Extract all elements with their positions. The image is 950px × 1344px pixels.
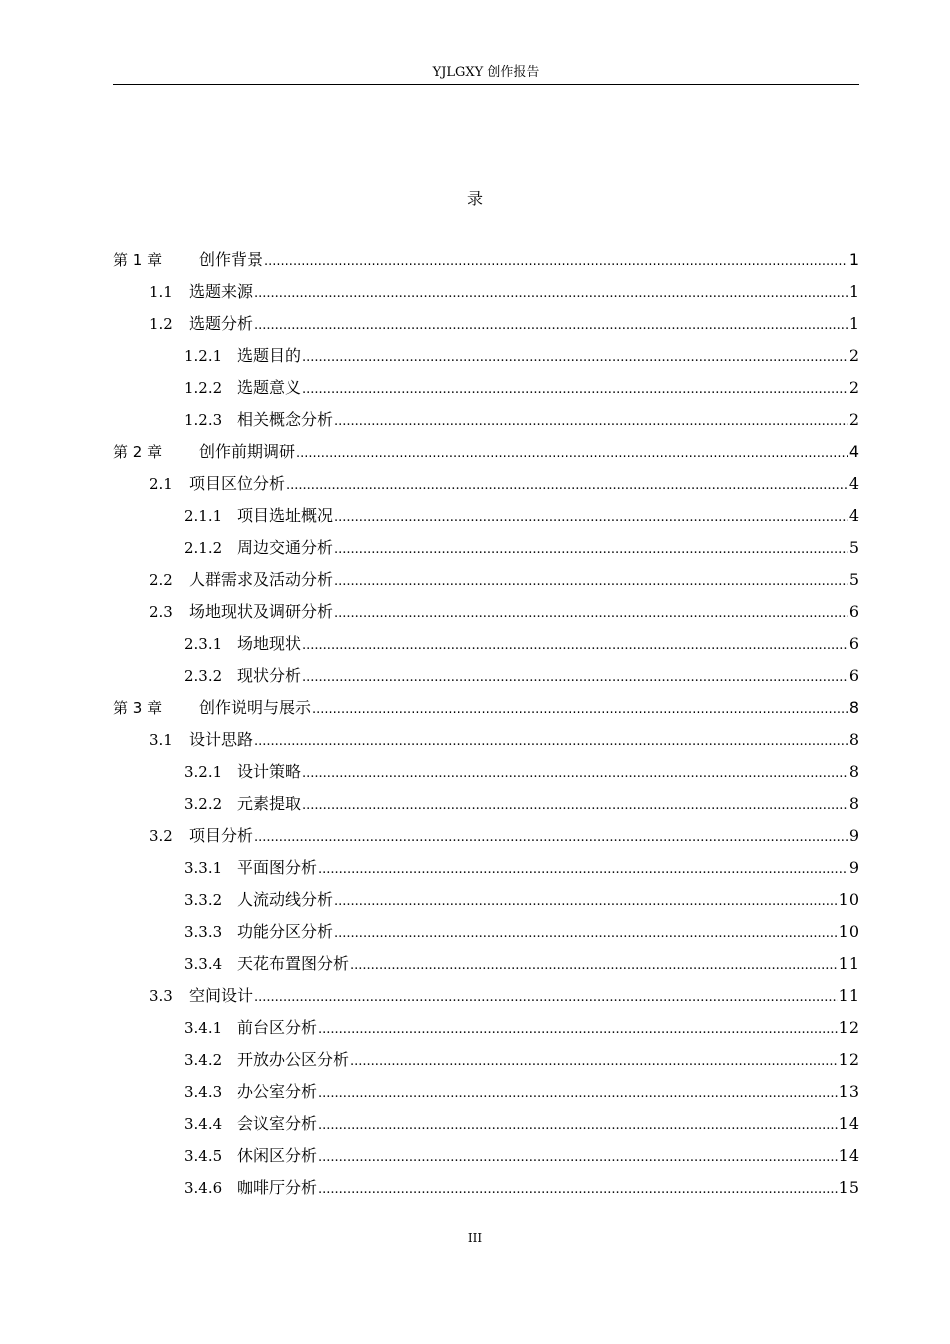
toc-entry-page: 8	[848, 730, 859, 749]
toc-entry-title: 选题意义	[237, 378, 302, 397]
toc-entry-title: 人流动线分析	[237, 890, 334, 909]
toc-entry-title: 人群需求及活动分析	[189, 570, 334, 589]
toc-entry-number: 2.3	[149, 603, 173, 621]
toc-entry[interactable]	[113, 436, 859, 468]
toc-entry-number: 3.4.1	[184, 1019, 223, 1037]
toc-entry-page: 6	[848, 634, 859, 653]
toc-entry[interactable]	[113, 660, 859, 692]
toc-entry-number: 3.4.3	[184, 1083, 223, 1101]
toc-entry-number: 3.2.1	[184, 763, 223, 781]
toc-entry-page: 2	[848, 378, 859, 397]
toc-entry-title: 项目选址概况	[237, 506, 334, 525]
toc-entry-title: 前台区分析	[237, 1018, 318, 1037]
toc-entry[interactable]	[113, 948, 859, 980]
toc-entry-number: 3.3.3	[184, 923, 223, 941]
toc-entry-title: 选题目的	[237, 346, 302, 365]
page-number: III	[467, 1231, 483, 1245]
toc-entry-page: 11	[838, 954, 859, 973]
toc-entry-page: 2	[848, 346, 859, 365]
toc-entry[interactable]	[113, 1108, 859, 1140]
toc-entry-number: 第 1 章	[113, 251, 163, 269]
toc-entry-page: 8	[848, 794, 859, 813]
toc-dot-leader	[254, 980, 838, 1014]
toc-entry[interactable]	[113, 980, 859, 1012]
toc-entry-page: 15	[838, 1178, 859, 1197]
toc-entry-number: 1.2.1	[184, 347, 223, 365]
toc-entry-title: 场地现状	[237, 634, 302, 653]
toc-entry-title: 创作前期调研	[199, 442, 296, 461]
toc-dot-leader	[334, 404, 848, 438]
toc-entry[interactable]	[113, 276, 859, 308]
toc-entry-title: 创作背景	[199, 250, 264, 269]
toc-entry-number: 3.4.4	[184, 1115, 223, 1133]
toc-entry-page: 4	[848, 506, 859, 525]
toc-entry-title: 相关概念分析	[237, 410, 334, 429]
toc-entry-title: 元素提取	[237, 794, 302, 813]
toc-entry-page: 10	[838, 890, 859, 909]
toc-entry-number: 2.1.2	[184, 539, 223, 557]
toc-dot-leader	[334, 500, 848, 534]
toc-entry[interactable]	[113, 500, 859, 532]
toc-entry-title: 咖啡厅分析	[237, 1178, 318, 1197]
toc-entry[interactable]	[113, 884, 859, 916]
toc-entry[interactable]	[113, 596, 859, 628]
toc-entry-page: 1	[848, 250, 859, 269]
toc-dot-leader	[350, 1044, 838, 1078]
toc-entry-number: 3.2	[149, 827, 173, 845]
toc-entry-number: 2.2	[149, 571, 173, 589]
toc-dot-leader	[312, 692, 848, 726]
toc-dot-leader	[318, 1172, 838, 1206]
toc-entry[interactable]	[113, 340, 859, 372]
toc-entry-title: 选题来源	[189, 282, 254, 301]
toc-entry-title: 空间设计	[189, 986, 254, 1005]
toc-entry[interactable]	[113, 788, 859, 820]
toc-entry[interactable]	[113, 724, 859, 756]
toc-entry-number: 3.2.2	[184, 795, 223, 813]
toc-entry-number: 1.1	[149, 283, 173, 301]
toc-dot-leader	[334, 564, 848, 598]
toc-entry-number: 3.4.2	[184, 1051, 223, 1069]
toc-dot-leader	[254, 276, 848, 310]
toc-entry-page: 4	[848, 474, 859, 493]
toc-entry-number: 第 2 章	[113, 443, 163, 461]
toc-entry-page: 6	[848, 602, 859, 621]
toc-entry-page: 10	[838, 922, 859, 941]
header-text: YJLGXY 创作报告	[432, 65, 540, 80]
toc-entry-page: 14	[838, 1146, 859, 1165]
toc-dot-leader	[302, 756, 848, 790]
toc-dot-leader	[254, 308, 848, 342]
toc-entry[interactable]	[113, 564, 859, 596]
toc-entry[interactable]	[113, 1044, 859, 1076]
toc-entry[interactable]	[113, 468, 859, 500]
toc-entry-title: 休闲区分析	[237, 1146, 318, 1165]
toc-entry[interactable]	[113, 692, 859, 724]
toc-dot-leader	[286, 468, 848, 502]
toc-entry-number: 第 3 章	[113, 699, 163, 717]
toc-entry-title: 设计思路	[189, 730, 254, 749]
toc-entry[interactable]	[113, 628, 859, 660]
toc-dot-leader	[318, 1012, 838, 1046]
toc-entry-number: 3.4.5	[184, 1147, 223, 1165]
toc-entry-number: 2.1	[149, 475, 173, 493]
toc-entry-title: 选题分析	[189, 314, 254, 333]
toc-entry-number: 3.3.2	[184, 891, 223, 909]
toc-entry-title: 平面图分析	[237, 858, 318, 877]
toc-entry-page: 8	[848, 698, 859, 717]
toc-entry-number: 2.3.1	[184, 635, 223, 653]
toc-entry[interactable]	[113, 916, 859, 948]
toc-entry-title: 设计策略	[237, 762, 302, 781]
toc-entry-title: 创作说明与展示	[199, 698, 312, 717]
toc-entry-page: 5	[848, 570, 859, 589]
toc-entry-title: 办公室分析	[237, 1082, 318, 1101]
toc-entry[interactable]	[113, 1076, 859, 1108]
toc-dot-leader	[334, 884, 838, 918]
toc-entry-title: 开放办公区分析	[237, 1050, 350, 1069]
toc-entry[interactable]	[113, 1172, 859, 1204]
toc-dot-leader	[318, 1108, 838, 1142]
toc-dot-leader	[302, 628, 848, 662]
toc-dot-leader	[318, 1076, 838, 1110]
toc-entry-title: 场地现状及调研分析	[189, 602, 334, 621]
toc-entry-number: 2.3.2	[184, 667, 223, 685]
toc-dot-leader	[296, 436, 848, 470]
toc-entry-title: 项目区位分析	[189, 474, 286, 493]
toc-entry-number: 1.2	[149, 315, 173, 333]
toc-entry-page: 6	[848, 666, 859, 685]
toc-entry-number: 3.4.6	[184, 1179, 223, 1197]
toc-entry-page: 14	[838, 1114, 859, 1133]
toc-dot-leader	[302, 788, 848, 822]
toc-entry-title: 现状分析	[237, 666, 302, 685]
toc-entry-number: 3.3.1	[184, 859, 223, 877]
toc-entry-number: 3.1	[149, 731, 173, 749]
toc-entry-page: 13	[838, 1082, 859, 1101]
toc-entry-page: 1	[848, 282, 859, 301]
toc-entry-page: 12	[838, 1018, 859, 1037]
toc-entry[interactable]	[113, 852, 859, 884]
toc-entry-page: 1	[848, 314, 859, 333]
toc-entry[interactable]	[113, 1012, 859, 1044]
toc-entry-page: 2	[848, 410, 859, 429]
toc-entry[interactable]	[113, 820, 859, 852]
toc-dot-leader	[318, 852, 848, 886]
toc-entry-page: 9	[848, 858, 859, 877]
toc-entry-title: 会议室分析	[237, 1114, 318, 1133]
toc-entry-number: 3.3	[149, 987, 173, 1005]
toc-entry-page: 8	[848, 762, 859, 781]
toc-dot-leader	[302, 372, 848, 406]
toc-dot-leader	[254, 820, 848, 854]
toc-entry-number: 1.2.3	[184, 411, 223, 429]
toc-dot-leader	[302, 340, 848, 374]
toc-entry[interactable]	[113, 308, 859, 340]
toc-dot-leader	[334, 596, 848, 630]
toc-entry-number: 1.2.2	[184, 379, 223, 397]
toc-entry[interactable]	[113, 244, 859, 276]
toc-dot-leader	[350, 948, 838, 982]
toc-title: 录	[466, 189, 483, 208]
toc-entry[interactable]	[113, 532, 859, 564]
toc-entry-title: 项目分析	[189, 826, 254, 845]
toc-dot-leader	[334, 916, 838, 950]
toc-entry[interactable]	[113, 1140, 859, 1172]
toc-dot-leader	[302, 660, 848, 694]
toc-entry-title: 天花布置图分析	[237, 954, 350, 973]
toc-entry-title: 功能分区分析	[237, 922, 334, 941]
toc-dot-leader	[334, 532, 848, 566]
toc-entry-page: 4	[848, 442, 859, 461]
toc-entry-title: 周边交通分析	[237, 538, 334, 557]
toc-entry[interactable]	[113, 756, 859, 788]
toc-entry-page: 9	[848, 826, 859, 845]
toc-entry-page: 5	[848, 538, 859, 557]
toc-dot-leader	[264, 244, 848, 278]
toc-dot-leader	[318, 1140, 838, 1174]
toc-entry[interactable]	[113, 404, 859, 436]
toc-dot-leader	[254, 724, 848, 758]
page-header	[113, 64, 859, 85]
table-of-contents	[113, 244, 859, 1204]
toc-entry[interactable]	[113, 372, 859, 404]
toc-entry-page: 11	[838, 986, 859, 1005]
toc-entry-number: 3.3.4	[184, 955, 223, 973]
toc-entry-number: 2.1.1	[184, 507, 223, 525]
toc-entry-page: 12	[838, 1050, 859, 1069]
